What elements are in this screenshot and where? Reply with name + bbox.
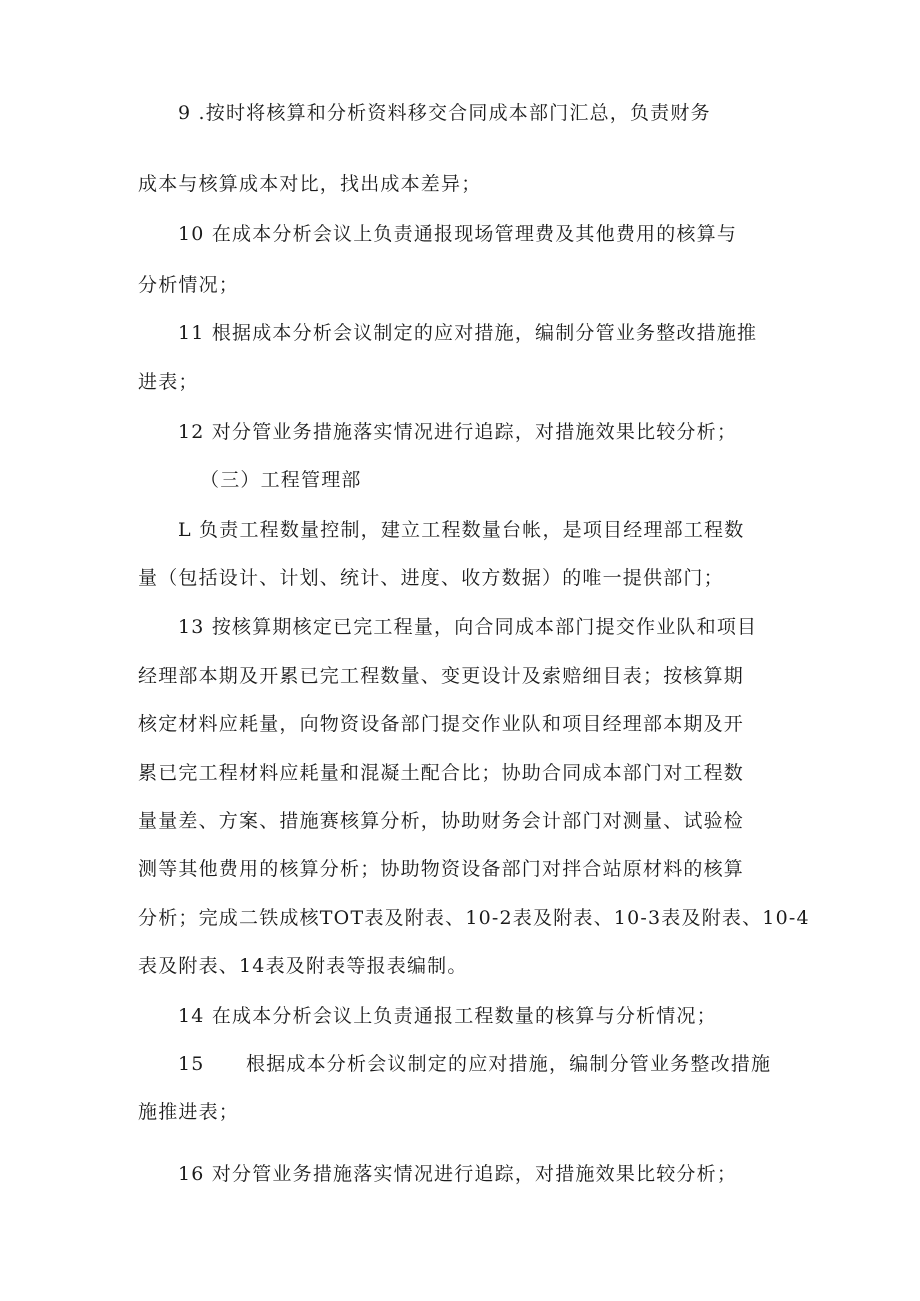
paragraph-11-line-1: 11 根据成本分析会议制定的应对措施，编制分管业务整改措施推 <box>178 322 758 344</box>
paragraph-10-line-1: 10 在成本分析会议上负责通报现场管理费及其他费用的核算与 <box>178 223 738 245</box>
paragraph-11-line-2: 进表； <box>138 371 199 393</box>
paragraph-9-line-2: 成本与核算成本对比，找出成本差异； <box>138 173 482 195</box>
paragraph-13-line-4: 累已完工程材料应耗量和混凝土配合比；协助合同成本部门对工程数 <box>138 762 745 784</box>
paragraph-13-line-5: 量量差、方案、措施赛核算分析，协助财务会计部门对测量、试验检 <box>138 810 745 832</box>
paragraph-16: 16 对分管业务措施落实情况进行追踪，对措施效果比较分析； <box>178 1163 738 1185</box>
paragraph-l-line-1: L 负责工程数量控制，建立工程数量台帐，是项目经理部工程数 <box>178 519 745 541</box>
paragraph-13-line-7: 分析；完成二铁成核TOT表及附表、10-2表及附表、10-3表及附表、10-4 <box>138 907 810 929</box>
paragraph-15-line-2: 施推进表； <box>138 1101 240 1123</box>
paragraph-13-line-8: 表及附表、14表及附表等报表编制。 <box>138 955 468 977</box>
paragraph-10-line-2: 分析情况； <box>138 274 240 296</box>
paragraph-13-line-6: 测等其他费用的核算分析；协助物资设备部门对拌合站原材料的核算 <box>138 858 745 880</box>
paragraph-14: 14 在成本分析会议上负责通报工程数量的核算与分析情况； <box>178 1005 717 1027</box>
paragraph-15-number: 15 <box>178 1053 205 1075</box>
paragraph-12: 12 对分管业务措施落实情况进行追踪，对措施效果比较分析； <box>178 421 738 443</box>
section-heading: （三）工程管理部 <box>200 469 362 491</box>
paragraph-l-line-2: 量（包括设计、计划、统计、进度、收方数据）的唯一提供部门； <box>138 567 724 589</box>
paragraph-13-line-1: 13 按核算期核定已完工程量，向合同成本部门提交作业队和项目 <box>178 616 758 638</box>
paragraph-13-line-3: 核定材料应耗量，向物资设备部门提交作业队和项目经理部本期及开 <box>138 713 745 735</box>
paragraph-15-line-1: 根据成本分析会议制定的应对措施，编制分管业务整改措施 <box>246 1053 772 1075</box>
paragraph-13-line-2: 经理部本期及开累已完工程数量、变更设计及索赔细目表；按核算期 <box>138 665 745 687</box>
paragraph-9-line-1: 9 .按时将核算和分析资料移交合同成本部门汇总，负责财务 <box>178 102 711 124</box>
